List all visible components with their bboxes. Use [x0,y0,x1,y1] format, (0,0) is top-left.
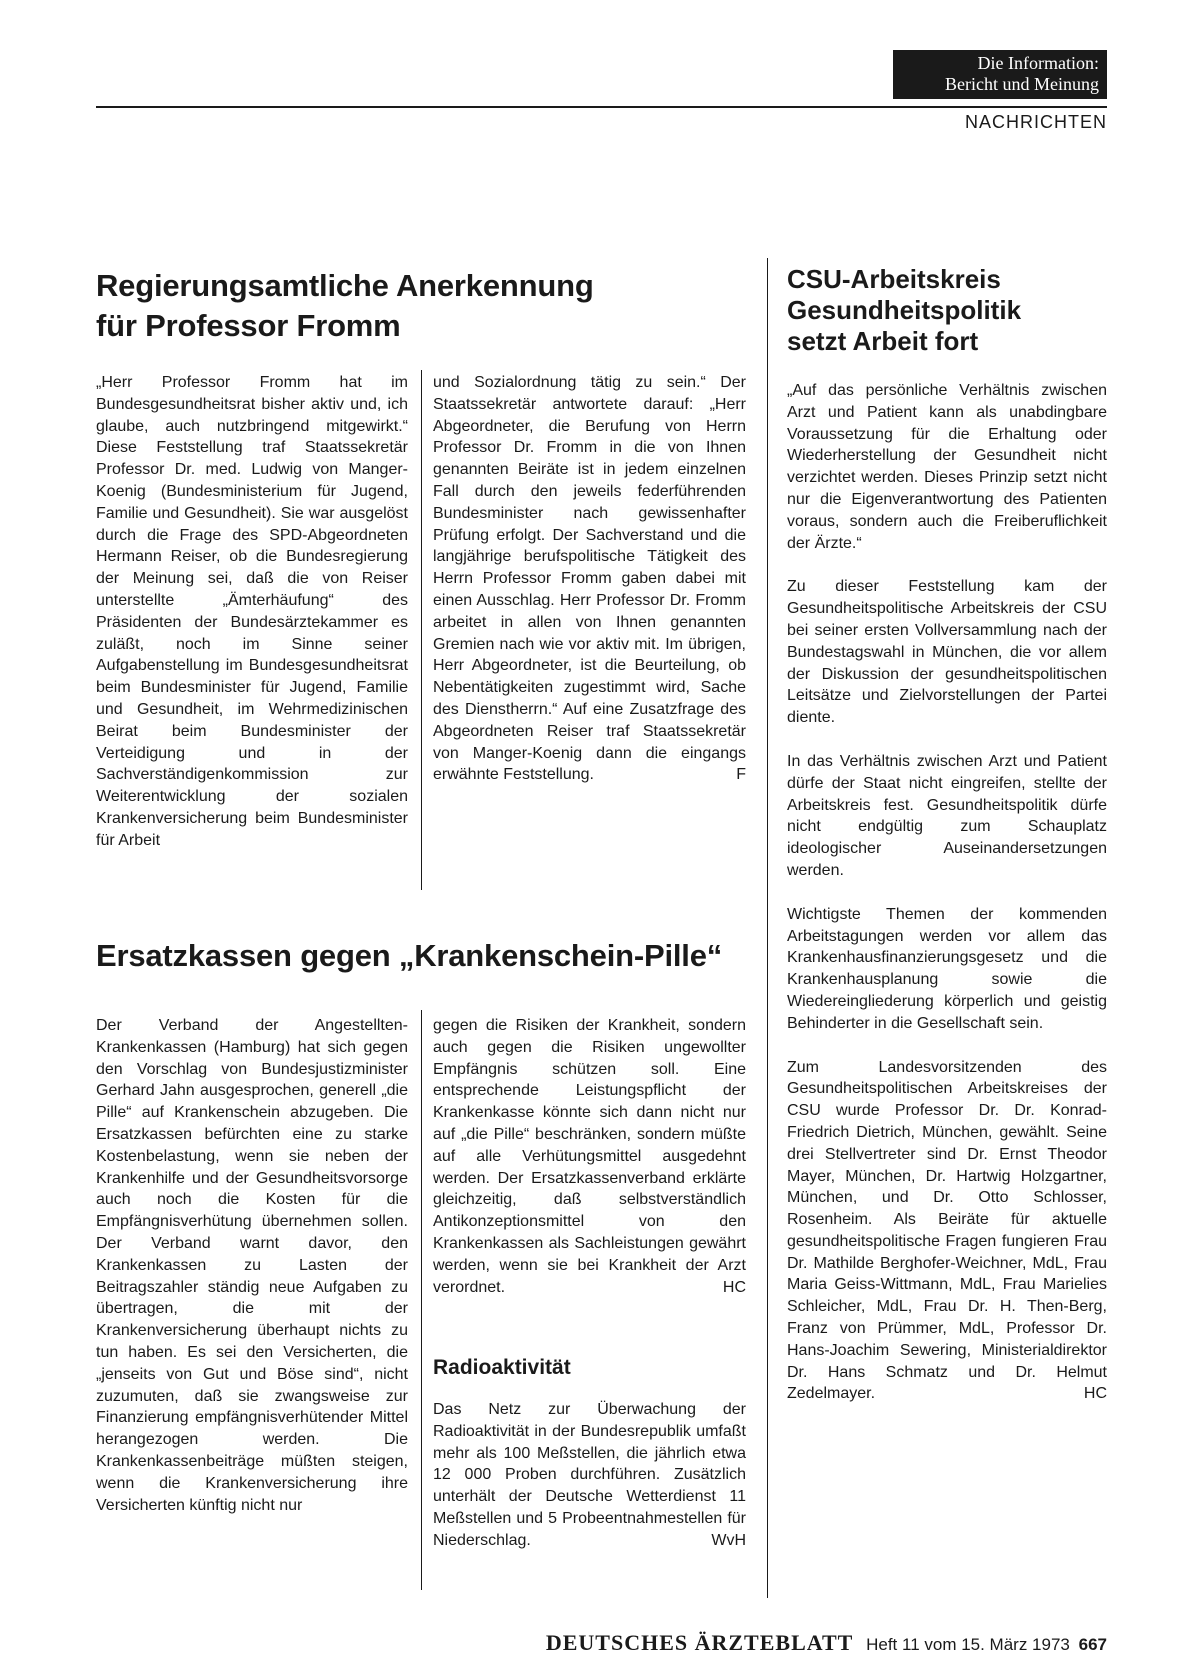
badge-line-1: Die Information: [977,53,1099,73]
headline-ersatzkassen: Ersatzkassen gegen „Krankenschein-Pille“ [96,938,723,973]
headline-csu-line-1: CSU-Arbeitskreis [787,264,1001,294]
radioaktivitaet-column [433,1399,746,1552]
badge-line-2: Bericht und Meinung [945,74,1099,94]
headline-csu-line-3: setzt Arbeit fort [787,326,979,356]
fromm-text-2 [433,372,746,786]
fromm-signature: F [736,766,746,784]
csu-paragraph-5 [787,1057,1107,1406]
section-badge [893,50,1107,99]
radioaktivitaet-text [433,1399,746,1552]
ersatzkassen-column-1 [96,1015,408,1516]
headline-fromm [96,266,594,346]
ersatzkassen-text-2 [433,1015,746,1298]
csu-column [787,380,1107,1405]
csu-paragraph-2: Zu dieser Feststellung kam der Gesundheitspolitische Arbeitskreis der CSU bei seiner ersten Vollversammlung nach der Bundestagswahl in München, die vor allem der Diskussion der gesundheitspolitischen Leitsätze und Zielvorstellungen der Partei diente. [787,578,1107,727]
radioaktivitaet-text-body: Das Netz zur Überwachung der Radioaktivität in der Bundesrepublik umfaßt mehr als 100 Meßstellen, die jährlich etwa 12 000 Proben durchführen. Zusätzlich unterhält der Deutsche Wetterdienst 11 Meßstellen und 5 Probeentnahmestellen für Niederschlag. [433,1401,746,1549]
fromm-text-1: „Herr Professor Fromm hat im Bundesgesundheitsrat bisher aktiv und, ich glaube, auch nutzbringend mitgewirkt.“ Diese Feststellung traf Staatssekretär Professor Dr. med. Ludwig von Manger-Koenig (Bundesministerium für Jugend, Familie und Gesundheit). Sie war ausgelöst durch die Frage des SPD-Abgeordneten Hermann Reiser, ob die Bundesregierung der Meinung sei, daß die von Reiser unterstellte „Ämterhäufung“ des Präsidenten der Bundesärztekammer es zuläßt, noch im Sinne seiner Aufgabenstellung im Bundesgesundheitsrat beim Bundesminister für Jugend, Familie und Gesundheit, im Wehrmedizinischen Beirat beim Bundesminister der Verteidigung und in der Sachverständigenkommission zur Weiterentwicklung der sozialen Krankenversicherung beim Bundesminister für Arbeit [96,374,408,849]
fromm-column-1 [96,372,408,852]
column-divider [421,1010,422,1590]
radioaktivitaet-signature: WvH [711,1531,746,1549]
column-divider [767,258,768,1598]
csu-paragraph-5-body: Zum Landesvorsitzenden des Gesundheitspolitischen Arbeitskreises der CSU wurde Professor Dr. Dr. Konrad-Friedrich Dietrich, München, gewählt. Seine drei Stellvertreter sind Dr. Ernst Theodor Mayer, München, Dr. Hartwig Holzgartner, München, und Dr. Otto Schlosser, Rosenheim. Als Beiräte für aktuelle gesundheitspolitische Fragen fungieren Frau Dr. Mathilde Berghofer-Weichner, MdL, Frau Maria Geiss-Wittmann, MdL, Frau Marielies Schleicher, MdL, Frau Dr. H. Then-Berg, Franz von Prümmer, MdL, Professor Dr. Hans-Joachim Sewering, Ministerialdirektor Dr. Hans Schmatz und Dr. Helmut Zedelmayer. [787,1058,1107,1403]
headline-fromm-line-1: Regierungsamtliche Anerkennung [96,268,594,303]
header-rule [96,106,1107,108]
headline-radioaktivitaet: Radioaktivität [433,1356,571,1379]
column-divider [421,370,422,890]
csu-paragraph-3: In das Verhältnis zwischen Arzt und Patient dürfe der Staat nicht eingreifen, stellte der Arbeitskreis fest. Gesundheitspolitik dürfe nicht endgültig zum Schauplatz ideologischer Auseinandersetzungen werden. [787,752,1107,879]
headline-csu [787,264,1021,357]
fromm-column-2 [433,372,746,786]
ersatzkassen-signature: HC [722,1278,746,1296]
fromm-text-2-body: und Sozialordnung tätig zu sein.“ Der Staatssekretär antwortete darauf: „Herr Abgeordneter, die Berufung von Herrn Professor Dr. Fromm in die von Ihnen genannten Beiräte ist in jedem einzelnen Fall durch den jeweils federführenden Bundesminister nach gewissenhafter Prüfung erfolgt. Der Sachverstand und die langjährige berufspolitische Tätigkeit des Herrn Professor Fromm gaben dabei mit einen Ausschlag. Herr Professor Dr. Fromm arbeitet in allen von Ihnen genannten Gremien nach wie vor aktiv mit. Im übrigen, Herr Abgeordneter, ist die Beurteilung, ob Nebentätigkeiten zugestimmt wird, Sache des Dienstherrn.“ Auf eine Zusatzfrage des Abgeordneten Reiser traf Staatssekretär von Manger-Koenig dann die eingangs erwähnte Feststellung. [433,374,746,784]
csu-signature: HC [1083,1385,1107,1403]
section-label: NACHRICHTEN [964,112,1107,132]
page-number: 667 [1078,1635,1107,1654]
page-footer [546,1630,1107,1656]
headline-fromm-line-2: für Professor Fromm [96,308,401,343]
csu-paragraph-1: „Auf das persönliche Verhältnis zwischen Arzt und Patient kann als unabdingbare Voraussetzung für die Erhaltung oder Wiederherstellung der Gesundheit nicht verzichtet werden. Dieses Prinzip setzt nicht nur die Eigenverantwortung des Patienten voraus, sondern auch die Freiberuflichkeit der Ärzte.“ [787,382,1107,552]
issue-info: Heft 11 vom 15. März 1973 [866,1635,1070,1654]
ersatzkassen-column-2 [433,1015,746,1298]
ersatzkassen-text-1: Der Verband der Angestellten-Krankenkassen (Hamburg) hat sich gegen den Vorschlag von Bundesjustizminister Gerhard Jahn ausgesprochen, generell „die Pille“ auf Krankenschein abzugeben. Die Ersatzkassen befürchten eine zu starke Kostenbelastung, wenn sie neben der Krankenhilfe und der Gesundheitsvorsorge auch noch die Kosten für die Empfängnisverhütung übernehmen sollen. Der Verband warnt davor, den Krankenkassen zu Lasten der Beitragszahler ständig neue Aufgaben zu übertragen, die mit der Krankenversicherung überhaupt nichts zu tun haben. Es sei den Versicherten, die „jenseits von Gut und Böse sind“, nicht zuzumuten, daß sie zwangsweise zur Finanzierung empfängnisverhütender Mittel herangezogen werden. Die Krankenkassenbeiträge müßten steigen, wenn die Krankenversicherung ihre Versicherten künftig nicht nur [96,1017,408,1514]
csu-paragraph-4: Wichtigste Themen der kommenden Arbeitstagungen werden vor allem das Krankenhausfinanzierungsgesetz und die Krankenhausplanung sowie die Wiedereingliederung körperlich und geistig Behinderter in die Gesellschaft sein. [787,905,1107,1032]
ersatzkassen-text-2-body: gegen die Risiken der Krankheit, sondern auch gegen die Risiken ungewollter Empfängnis schützen soll. Eine entsprechende Leistungspflicht der Krankenkasse könnte sich dann nicht nur auf „die Pille“ beschränken, sondern müßte auf alle Verhütungsmittel ausgedehnt werden. Der Ersatzkassenverband erklärte gleichzeitig, daß selbstverständlich Antikonzeptionsmittel von den Krankenkassen als Sachleistungen gewährt werden, wenn sie bei Krankheit der Arzt verordnet. [433,1017,746,1296]
headline-csu-line-2: Gesundheitspolitik [787,295,1022,325]
journal-name: DEUTSCHES ÄRZTEBLATT [545,1630,854,1655]
